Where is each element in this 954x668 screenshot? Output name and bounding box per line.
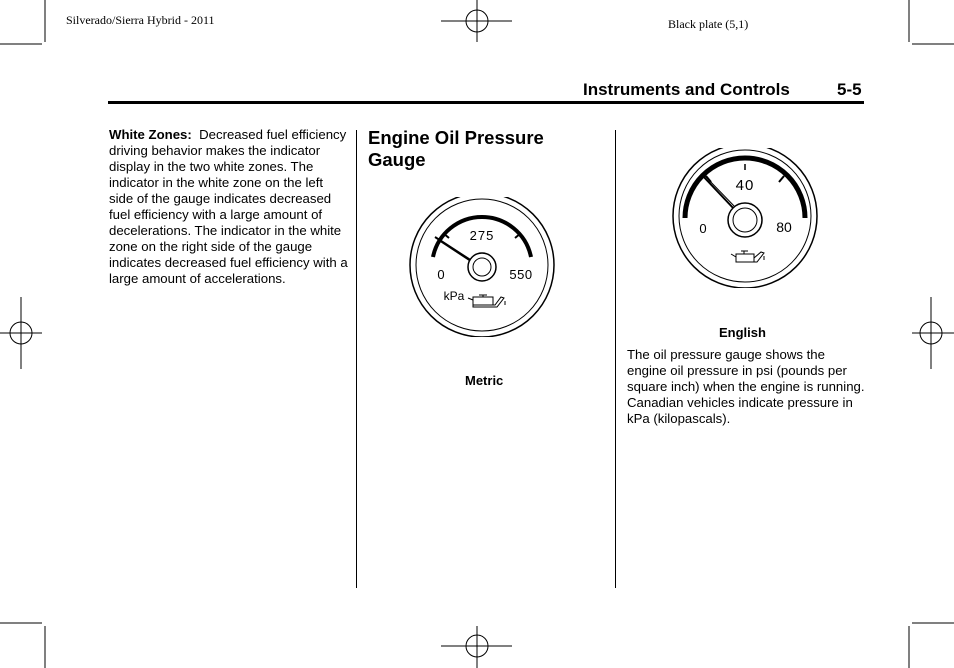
paragraph-text: Decreased fuel efficiency driving behavior makes the indicator display in the two white zones. The indicator in the white zone on the left side of the gauge indicates decreased fuel efficiency with a large amount of decelerations. The indicator in the white zone on the right side of the gauge indicates decreased fuel efficiency with a large amount of accelerations.	[109, 127, 348, 286]
paragraph-lead: White Zones:	[109, 127, 192, 142]
section-title: Engine Oil Pressure Gauge	[368, 127, 544, 170]
metric-caption: Metric	[465, 373, 504, 388]
plate-label-right: Black plate (5,1)	[668, 17, 749, 31]
gauge-min-label: 0	[437, 267, 445, 282]
gauge-max-label: 550	[509, 267, 533, 282]
white-zones-paragraph	[109, 127, 349, 287]
column-divider	[356, 130, 357, 588]
running-header-title: Instruments and Controls	[583, 80, 790, 99]
gauge-unit-label: kPa	[443, 289, 465, 303]
english-caption: English	[719, 325, 766, 340]
gauge-mid-label: 40	[735, 177, 755, 194]
english-gauge-illustration	[668, 148, 822, 288]
oil-pressure-paragraph: The oil pressure gauge shows the engine oil pressure in psi (pounds per square inch) when the engine is running. Canadian vehicles indicate pressure in kPa (kilopascals).	[627, 347, 865, 426]
page-number: 5-5	[837, 80, 862, 99]
metric-gauge-illustration	[405, 197, 559, 337]
gauge-max-label: 80	[776, 219, 792, 235]
plate-label-left: Silverado/Sierra Hybrid - 2011	[66, 13, 215, 27]
header-rule	[108, 101, 864, 104]
gauge-mid-label: 275	[469, 228, 495, 243]
column-divider	[615, 130, 616, 588]
gauge-min-label: 0	[699, 221, 707, 236]
